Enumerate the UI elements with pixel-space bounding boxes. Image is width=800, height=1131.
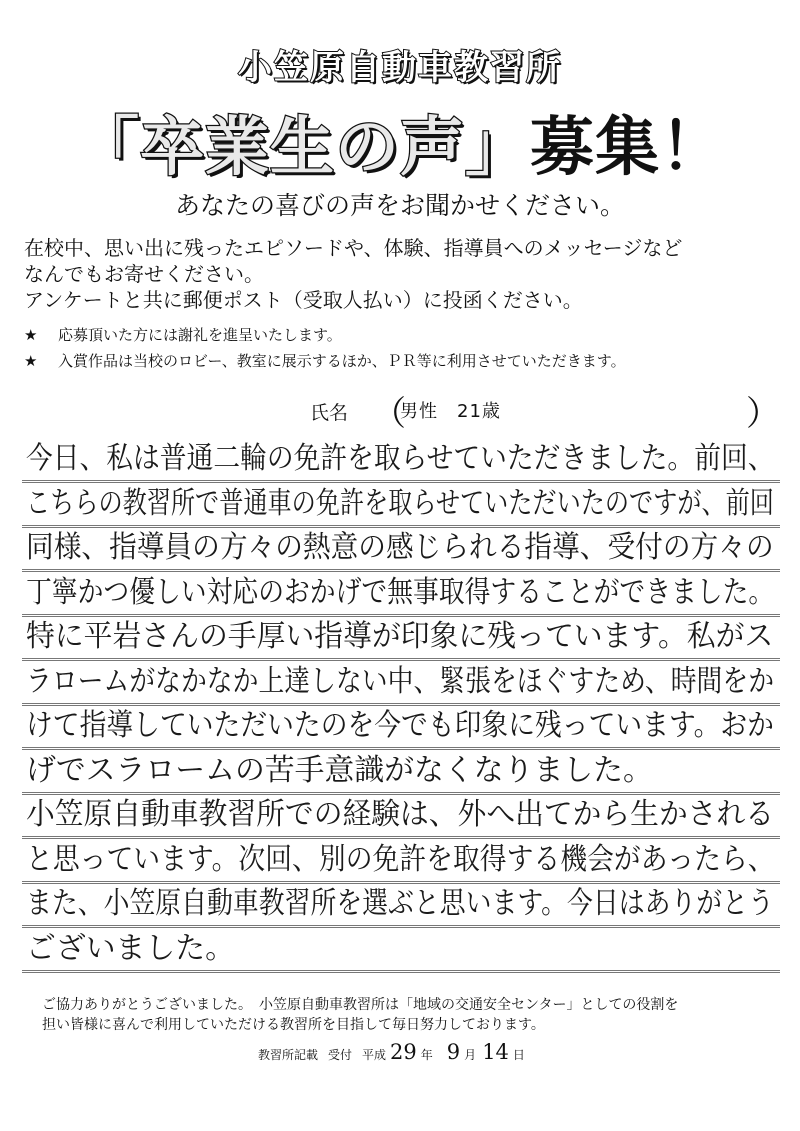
name-label: 氏名 <box>310 402 349 424</box>
testimonial-writing-area <box>22 436 780 984</box>
handwritten-line: ラロームがなかなか上達しない中、緊張をほぐすため、時間をか <box>26 663 775 699</box>
school-name-title: 小笠原自動車教習所 <box>238 48 562 88</box>
name-value: 男性 21歳 <box>400 401 501 422</box>
star-icon: ★ <box>24 352 38 370</box>
handwritten-line: けて指導していただいたのを今でも印象に残っています。おか <box>26 708 774 743</box>
notes-list <box>24 322 784 374</box>
intro-line-1: 在校中、思い出に残ったエピソードや、体験、指導員へのメッセージなど <box>24 236 683 260</box>
record-year: 29 <box>390 1040 417 1064</box>
main-title-outline-text: 「卒業生の声」 <box>75 111 530 185</box>
record-day: 14 <box>482 1040 509 1064</box>
main-title <box>0 96 800 188</box>
main-title-plain-text: 募集！ <box>530 111 725 185</box>
record-received-label: 受付 <box>328 1048 353 1062</box>
handwritten-line: 小笠原自動車教習所での経験は、外へ出てから生かされる <box>26 797 775 832</box>
handwritten-line: こちらの教習所で普通車の免許を取らせていただいたのですが、前回 <box>26 485 774 521</box>
name-paren-open: （ <box>372 394 406 434</box>
record-label: 教習所記載 <box>258 1048 319 1062</box>
office-record <box>258 1040 525 1064</box>
record-era: 平成 <box>362 1048 387 1062</box>
handwritten-line: また、小笠原自動車教習所を選ぶと思います。今日はありがとう <box>26 886 774 921</box>
handwritten-line: 丁寧かつ優しい対応のおかげで無事取得することができました。 <box>26 574 775 610</box>
handwritten-line: げでスラロームの苦手意識がなくなりました。 <box>26 752 653 788</box>
subtitle: あなたの喜びの声をお聞かせください。 <box>174 191 625 220</box>
intro-line-3: アンケートと共に郵便ポスト（受取人払い）に投函ください。 <box>24 288 583 312</box>
note-item <box>24 322 784 348</box>
intro-line-2: なんでもお寄せください。 <box>24 262 264 286</box>
handwritten-line: 同様、指導員の方々の熱意の感じられる指導、受付の方々の <box>26 530 774 565</box>
ruled-line <box>22 970 780 973</box>
record-year-unit: 年 <box>420 1048 433 1062</box>
name-field <box>310 388 780 434</box>
record-month-unit: 月 <box>464 1048 477 1062</box>
footer-line-1: ご協力ありがとうございました。 小笠原自動車教習所は「地域の交通安全センター」としての役割を <box>42 997 679 1013</box>
name-paren-close: ） <box>746 394 780 434</box>
note-text: 入賞作品は当校のロビー、教室に展示するほか、ＰＲ等に利用させていただきます。 <box>58 352 626 370</box>
handwritten-line: と思っています。次回、別の免許を取得する機会があったら、 <box>26 841 775 877</box>
intro-text <box>24 235 784 313</box>
note-item <box>24 348 784 374</box>
footer-line-2: 担い皆様に喜んで利用していただける教習所を目指して毎日努力しております。 <box>42 1017 545 1033</box>
note-text: 応募頂いた方には謝礼を進呈いたします。 <box>58 326 342 344</box>
star-icon: ★ <box>24 326 38 344</box>
handwritten-line: ございました。 <box>26 930 235 966</box>
footer-message <box>42 995 782 1035</box>
handwritten-line: 特に平岩さんの手厚い指導が印象に残っています。私がス <box>26 619 774 654</box>
handwritten-line: 今日、私は普通二輪の免許を取らせていただきました。前回、 <box>26 441 775 476</box>
record-month: 9 <box>446 1040 461 1064</box>
record-day-unit: 日 <box>512 1048 525 1062</box>
